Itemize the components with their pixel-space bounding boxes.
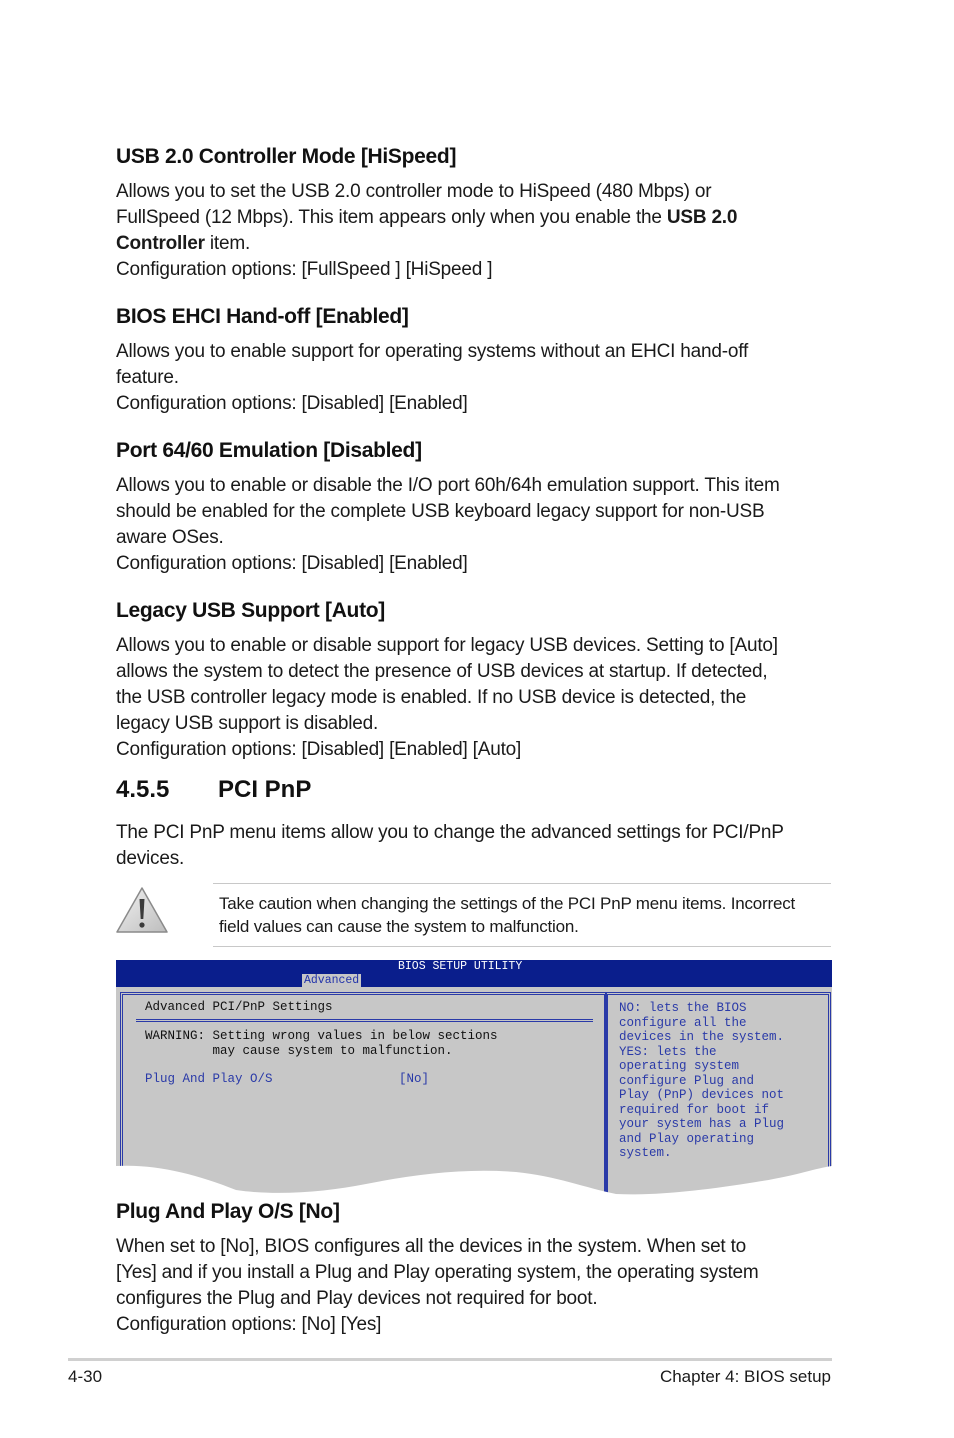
- section-number: 4.5.5: [116, 776, 170, 803]
- bios-screenshot: [116, 960, 832, 1196]
- config-options: Configuration options: [Disabled] [Enabled]: [116, 553, 468, 574]
- bios-help-text: [619, 1001, 784, 1161]
- page-number: 4-30: [68, 1367, 103, 1386]
- bios-divider: [136, 1019, 593, 1022]
- help-line: Play (PnP) devices not: [619, 1088, 785, 1102]
- help-line: system.: [619, 1146, 672, 1160]
- bios-title: BIOS SETUP UTILITY: [398, 960, 523, 973]
- help-line: operating system: [619, 1059, 740, 1073]
- help-line: devices in the system.: [619, 1030, 785, 1044]
- bios-item-value[interactable]: [No]: [399, 1072, 430, 1086]
- caution-text: [219, 892, 795, 938]
- text-line: field values can cause the system to malfunction.: [219, 917, 579, 936]
- text-line: [Yes] and if you install a Plug and Play operating system, the operating system: [116, 1262, 759, 1283]
- chapter-label: Chapter 4: BIOS setup: [659, 1367, 831, 1386]
- text-line: When set to [No], BIOS configures all the devices in the system. When set to: [116, 1236, 747, 1257]
- text-line: feature.: [116, 367, 179, 388]
- text-line: allows the system to detect the presence of USB devices at startup. If detected,: [116, 661, 768, 682]
- heading-legacy-usb: Legacy USB Support [Auto]: [116, 599, 385, 622]
- section-title: [116, 776, 311, 804]
- text-line: configures the Plug and Play devices not required for boot.: [116, 1288, 598, 1309]
- ehci-handoff-description: [116, 339, 832, 417]
- text-line: [116, 205, 832, 231]
- bios-warning: WARNING: Setting wrong values in below sections may cause system to malfunction.: [145, 1029, 498, 1058]
- heading-usb-controller-mode: USB 2.0 Controller Mode [HiSpeed]: [116, 145, 457, 168]
- help-line: NO: lets the BIOS: [619, 1001, 747, 1015]
- text-line: [116, 231, 832, 257]
- text-line: Allows you to enable support for operating systems without an EHCI hand-off: [116, 341, 749, 362]
- bold-term: Controller: [116, 233, 205, 254]
- heading-ehci-handoff: BIOS EHCI Hand-off [Enabled]: [116, 305, 409, 328]
- help-line: configure Plug and: [619, 1073, 755, 1088]
- text-line: Allows you to enable or disable support for legacy USB devices. Setting to [Auto]: [116, 635, 778, 656]
- section-name: PCI PnP: [218, 776, 312, 803]
- bios-panel-heading: Advanced PCI/PnP Settings: [145, 1000, 333, 1014]
- section-intro: [116, 820, 832, 872]
- text-line: legacy USB support is disabled.: [116, 713, 379, 734]
- text-line: Allows you to enable or disable the I/O port 60h/64h emulation support. This item: [116, 475, 780, 496]
- text-line: aware OSes.: [116, 527, 224, 548]
- text-line: should be enabled for the complete USB keyboard legacy support for non-USB: [116, 501, 765, 522]
- plug-and-play-os-description: [116, 1234, 832, 1338]
- heading-port-emulation: Port 64/60 Emulation [Disabled]: [116, 439, 422, 462]
- torn-edge: [116, 1160, 832, 1196]
- heading-plug-and-play-os: Plug And Play O/S [No]: [116, 1200, 340, 1223]
- config-options: Configuration options: [Disabled] [Enabled]: [116, 393, 468, 414]
- text-line: devices.: [116, 848, 185, 869]
- bios-header-bar: [116, 960, 832, 987]
- help-line: your system has a Plug: [619, 1117, 785, 1131]
- config-options: Configuration options: [FullSpeed ] [HiSpeed ]: [116, 259, 493, 280]
- caution-note: [213, 883, 831, 947]
- config-options: Configuration options: [No] [Yes]: [116, 1314, 382, 1335]
- usb-controller-mode-description: [116, 179, 832, 283]
- bios-item-plug-and-play-os[interactable]: Plug And Play O/S: [145, 1072, 273, 1086]
- config-options: Configuration options: [Disabled] [Enabled] [Auto]: [116, 739, 522, 760]
- text-run: FullSpeed (12 Mbps). This item appears only when you enable the: [116, 207, 667, 228]
- text-line: The PCI PnP menu items allow you to change the advanced settings for PCI/PnP: [116, 822, 784, 843]
- bold-term: USB 2.0: [666, 207, 738, 228]
- text-line: Allows you to set the USB 2.0 controller mode to HiSpeed (480 Mbps) or: [116, 181, 712, 202]
- port-emulation-description: [116, 473, 832, 577]
- help-line: required for boot if: [619, 1102, 770, 1117]
- help-line: YES: lets the: [619, 1044, 717, 1059]
- text-run: item.: [204, 233, 251, 254]
- text-line: the USB controller legacy mode is enabled. If no USB device is detected, the: [116, 687, 747, 708]
- warning-icon: [115, 885, 169, 935]
- help-line: configure all the: [619, 1015, 747, 1030]
- footer-divider: [68, 1358, 832, 1361]
- legacy-usb-description: [116, 633, 832, 763]
- text-line: Take caution when changing the settings of the PCI PnP menu items. Incorrect: [219, 894, 796, 913]
- bios-tab-advanced[interactable]: Advanced: [304, 974, 360, 987]
- help-line: and Play operating: [619, 1131, 755, 1146]
